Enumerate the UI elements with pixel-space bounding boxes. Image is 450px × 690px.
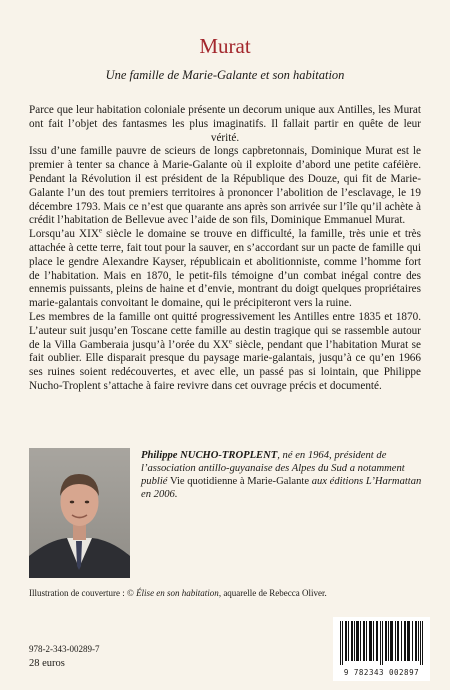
blurb — [29, 104, 421, 394]
credit-suffix: , aquarelle de Rebecca Oliver. — [218, 588, 327, 598]
blurb-paragraph-4 — [29, 311, 421, 394]
blurb-paragraph-2: Issu d’une famille pauvre de scieurs de longs capbretonnais, Dominique Murat est le premier à tenter sa chance à Marie-Galante où il exploite d’abord une petite caféière. Pendant la Révolution il est président de la République des Douze, qui fit de Marie-Galante l’un des tout premiers territoires à prononcer l’abolition de l’esclavage, le 19 décembre 1793. Mais ce n’est que quarante ans après son arrivée sur l’île qu’il achète à crédit l’habitation de Bellevue avec l’aide de son fils, Dominique Emmanuel Murat. — [29, 145, 421, 227]
book-title: Murat — [199, 34, 251, 58]
credit-prefix: Illustration de couverture : © — [29, 588, 137, 598]
superscript: e — [228, 336, 233, 345]
author-photo — [29, 448, 130, 578]
credit-work: Élise en son habitation — [136, 588, 219, 598]
isbn: 978-2-343-00289-7 — [29, 644, 100, 654]
author-previous-book: Vie quotidienne à Marie-Galante — [167, 476, 312, 487]
blurb-paragraph-3 — [29, 228, 421, 311]
blurb-paragraph-4-part-b: siècle, pendant que l’habitation Murat se fait oublier. Elle disparait presque du paysage marie-galantais, jusqu’à ce qu’en 1966 ses ruines soient redécouvertes, et avec elle, un passé pas si lointain, que Philippe Nucho-Troplent s’attache à faire revivre dans cet ouvrage précis et documenté. — [29, 338, 421, 392]
price: 28 euros — [29, 658, 65, 669]
author-bio — [141, 449, 428, 501]
barcode-digits: 9 782343 002897 — [343, 668, 420, 677]
blurb-paragraph-4-part-a: Les membres de la famille ont quitté progressivement les Antilles entre 1835 et 1870. L’auteur suit jusqu’en Toscane cette famille au destin tragique qui se rassemble autour de la Villa Gamberaia jusqu’à l’orée du XX — [29, 310, 421, 351]
author-name: Philippe NUCHO-TROPLENT — [141, 450, 278, 461]
blurb-paragraph-1: Parce que leur habitation coloniale présente un decorum unique aux Antilles, les Murat ont fait l’objet des fantasmes les plus imaginatifs. Il fallait partir en quête de leur vérité. — [29, 104, 421, 144]
blurb-paragraph-3-part-b: siècle le domaine se trouve en difficulté, la famille, très unie et très attachée à cette terre, fait tout pour la sauver, en s’accordant sur un pacte de famille qui place le gendre Alexandre Kayser, républicain et abolitionniste, comme l’homme fort de l’habitation. Mais en 1870, le petit-fils témoigne d’un combat inégal contre des ennemis puissants, pleins de haine et d’envie, montrant du doigt quelques propriétaires marie-galantais convoitant le domaine, qui le précipiteront vers la ruine. — [29, 228, 421, 310]
book-subtitle: Une famille de Marie-Galante et son habitation — [105, 68, 345, 82]
barcode-bars — [338, 621, 425, 665]
blurb-paragraph-3-part-a: Lorsqu’au XIX — [29, 228, 99, 241]
author-bio-intro: , né en 1964, président de l’association antillo-guyanaise des Alpes du Sud a notamment publié — [141, 450, 405, 487]
cover-credit — [29, 588, 429, 598]
barcode — [333, 617, 430, 681]
superscript: e — [98, 226, 103, 235]
author-publisher: aux éditions L’Harmattan en 2006. — [141, 476, 422, 500]
